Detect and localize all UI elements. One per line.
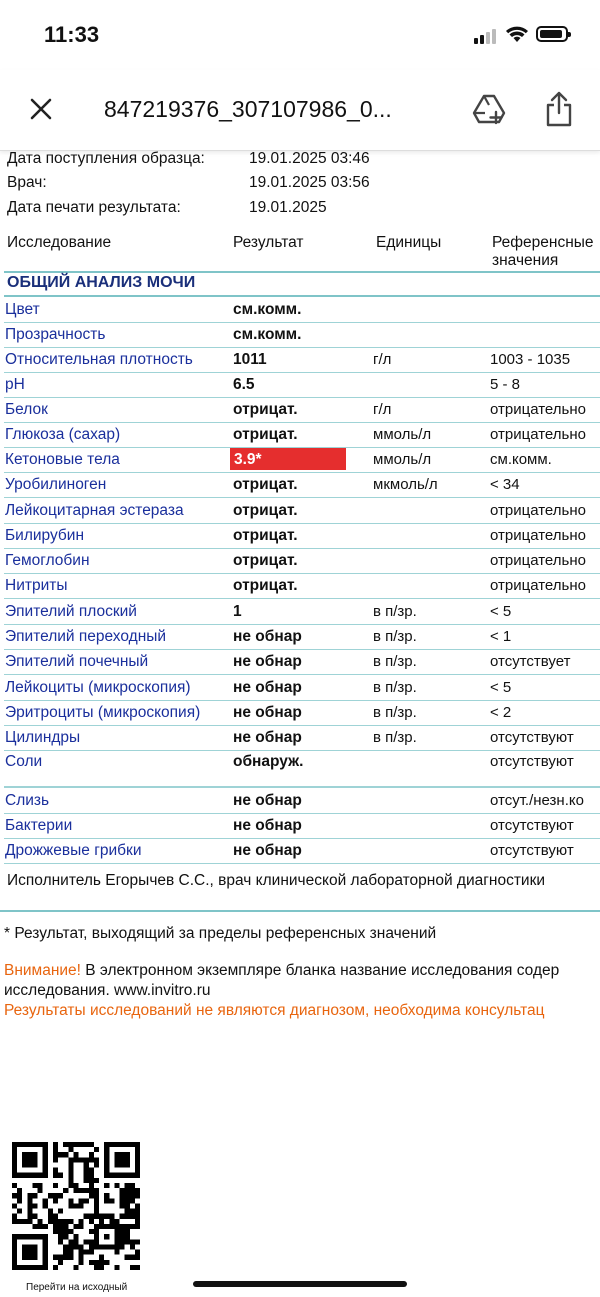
row-divider [4, 598, 600, 599]
home-indicator[interactable] [193, 1281, 407, 1287]
test-name: pH [5, 376, 25, 393]
test-name: Уробилиноген [5, 476, 107, 493]
row-divider [4, 863, 600, 864]
table-row [0, 676, 600, 701]
meta-value: 19.01.2025 03:46 [249, 150, 370, 167]
reference-value: отсутствует [490, 653, 571, 670]
test-name: Цвет [5, 301, 40, 318]
warning-label: Внимание! [4, 962, 81, 979]
result-value: не обнар [233, 817, 302, 834]
status-bar [0, 0, 600, 70]
warning-line-2: исследования. www.invitro.ru [4, 982, 211, 999]
column-header-result: Результат [233, 234, 304, 251]
reference-value: отсутствуют [490, 753, 574, 770]
unit-value: в п/зр. [373, 729, 417, 746]
table-row [0, 423, 600, 448]
test-name: Слизь [5, 792, 50, 809]
test-name: Бактерии [5, 817, 73, 834]
column-header-reference [492, 234, 594, 270]
test-name: Билирубин [5, 527, 84, 544]
warning-line-3: Результаты исследований не являются диагнозом, необходима консультац [4, 1002, 545, 1019]
table-row [0, 701, 600, 726]
wifi-icon [505, 25, 529, 43]
qr-caption: Перейти на исходный [26, 1282, 128, 1293]
share-icon[interactable] [542, 90, 576, 128]
row-divider [4, 786, 600, 788]
result-value: не обнар [233, 628, 302, 645]
reference-value: отрицательно [490, 527, 586, 544]
reference-value: < 2 [490, 704, 512, 721]
table-row [0, 726, 600, 751]
test-name: Лейкоциты (микроскопия) [5, 679, 191, 696]
unit-value: мкмоль/л [373, 476, 438, 493]
table-row [0, 650, 600, 675]
table-row [0, 574, 600, 599]
result-value: отрицат. [233, 527, 298, 544]
qr-code-icon[interactable] [12, 1142, 140, 1270]
document-title: 847219376_307107986_0... [104, 96, 392, 122]
test-name: Лейкоцитарная эстераза [5, 502, 184, 519]
test-name: Относительная плотность [5, 351, 193, 368]
meta-value: 19.01.2025 [249, 199, 327, 216]
result-value: не обнар [233, 729, 302, 746]
reference-value: отрицательно [490, 426, 586, 443]
result-value: см.комм. [233, 326, 302, 343]
reference-value: < 5 [490, 679, 512, 696]
result-value: 6.5 [233, 376, 255, 393]
column-header-study: Исследование [7, 234, 112, 251]
result-value: отрицат. [233, 577, 298, 594]
reference-value: < 1 [490, 628, 512, 645]
test-name: Гемоглобин [5, 552, 90, 569]
result-value: обнаруж. [233, 753, 304, 770]
test-name: Дрожжевые грибки [5, 842, 142, 859]
result-value: 1 [233, 603, 242, 620]
column-header-reference-line1: Референсные [492, 234, 594, 251]
test-name: Эритроциты (микроскопия) [5, 704, 201, 721]
test-name: Нитриты [5, 577, 68, 594]
table-row [0, 600, 600, 625]
result-value: отрицат. [233, 426, 298, 443]
table-row [0, 499, 600, 524]
close-icon[interactable] [26, 94, 56, 124]
test-name: Соли [5, 753, 43, 770]
test-name: Эпителий почечный [5, 653, 149, 670]
reference-value: < 5 [490, 603, 512, 620]
test-name: Цилиндры [5, 729, 81, 746]
result-value: не обнар [233, 704, 302, 721]
result-value: отрицат. [233, 502, 298, 519]
reference-value: см.комм. [490, 451, 552, 468]
unit-value: в п/зр. [373, 679, 417, 696]
meta-value: 19.01.2025 03:56 [249, 174, 370, 191]
reference-value: отсут./незн.ко [490, 792, 584, 809]
performer-text: Исполнитель Егорычев С.С., врач клинической лабораторной диагностики [7, 872, 546, 889]
footer-divider [0, 910, 600, 912]
reference-value: отрицательно [490, 502, 586, 519]
reference-value: отсутствуют [490, 729, 574, 746]
row-divider [4, 497, 600, 498]
test-name: Эпителий переходный [5, 628, 167, 645]
document-navbar [0, 70, 600, 151]
result-value: отрицат. [233, 401, 298, 418]
unit-value: в п/зр. [373, 603, 417, 620]
reference-value: отрицательно [490, 552, 586, 569]
header-divider [4, 271, 600, 273]
table-row [0, 473, 600, 498]
unit-value: в п/зр. [373, 628, 417, 645]
result-value: не обнар [233, 842, 302, 859]
pdf-document-view[interactable] [0, 150, 600, 1297]
battery-icon [536, 26, 568, 42]
section-divider [4, 295, 600, 297]
cellular-signal-icon [474, 28, 498, 44]
warning-text-1: В электронном экземпляре бланка название исследования содер [80, 962, 560, 979]
meta-label: Дата печати результата: [7, 199, 181, 216]
table-row [0, 839, 600, 864]
unit-value: г/л [373, 401, 392, 418]
table-row [0, 814, 600, 839]
test-name: Кетоновые тела [5, 451, 120, 468]
result-value: не обнар [233, 792, 302, 809]
meta-label: Дата поступления образца: [7, 150, 205, 167]
add-to-drive-icon[interactable] [472, 92, 506, 126]
section-title: ОБЩИЙ АНАЛИЗ МОЧИ [7, 274, 196, 291]
table-row [0, 298, 600, 323]
result-value: отрицат. [233, 476, 298, 493]
result-value: не обнар [233, 653, 302, 670]
status-time: 11:33 [44, 22, 100, 47]
table-row [0, 789, 600, 814]
table-row [0, 524, 600, 549]
reference-value: 1003 - 1035 [490, 351, 571, 368]
reference-value: отрицательно [490, 577, 586, 594]
row-divider [4, 674, 600, 675]
reference-value: 5 - 8 [490, 376, 521, 393]
table-row [0, 625, 600, 650]
test-name: Белок [5, 401, 48, 418]
table-row [0, 448, 600, 473]
column-header-reference-line2: значения [492, 252, 559, 269]
unit-value: ммоль/л [373, 451, 432, 468]
result-value: отрицат. [233, 552, 298, 569]
table-row [0, 323, 600, 348]
table-row [0, 348, 600, 373]
unit-value: г/л [373, 351, 392, 368]
table-row [0, 750, 600, 775]
reference-value: отрицательно [490, 401, 586, 418]
table-row [0, 373, 600, 398]
warning-line-1 [4, 962, 559, 980]
test-name: Прозрачность [5, 326, 106, 343]
result-value: 1011 [233, 351, 267, 368]
test-name: Глюкоза (сахар) [5, 426, 121, 443]
reference-value: < 34 [490, 476, 520, 493]
reference-value: отсутствуют [490, 842, 574, 859]
result-value: не обнар [233, 679, 302, 696]
unit-value: ммоль/л [373, 426, 432, 443]
unit-value: в п/зр. [373, 653, 417, 670]
table-row [0, 549, 600, 574]
result-value-flagged: 3.9* [230, 448, 346, 470]
reference-value: отсутствуют [490, 817, 574, 834]
footnote-text: * Результат, выходящий за пределы референсных значений [4, 925, 437, 942]
unit-value: в п/зр. [373, 704, 417, 721]
table-row [0, 398, 600, 423]
column-header-units: Единицы [376, 234, 442, 251]
result-value: см.комм. [233, 301, 302, 318]
test-name: Эпителий плоский [5, 603, 137, 620]
meta-label: Врач: [7, 174, 47, 191]
